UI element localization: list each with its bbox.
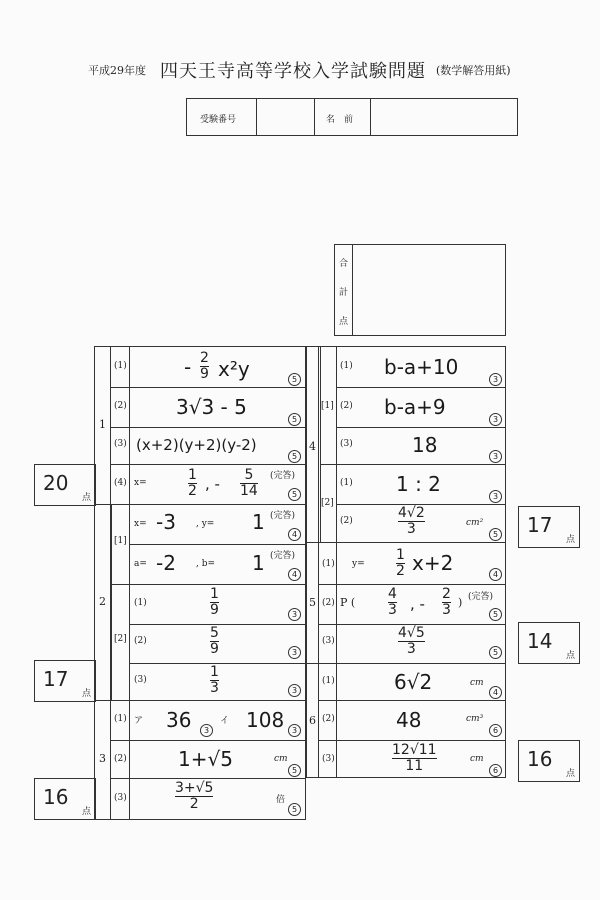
q3-2-answer: 1+√5 [178, 747, 233, 771]
q2-label: 2 [99, 595, 106, 608]
q5-1-frac: 1 2 [396, 547, 405, 579]
q1-score-box: 20 点 [34, 464, 96, 506]
q5-label: 5 [309, 596, 316, 609]
q1-3-answer: (x+2)(y+2)(y-2) [136, 436, 257, 454]
q3-score-box: 16 点 [34, 778, 96, 820]
exam-number-label: 受験番号 [200, 115, 237, 125]
total-box [334, 244, 506, 336]
exam-year: 平成29年度 [88, 64, 146, 77]
q6-1-answer: 6√2 [394, 670, 433, 694]
q1-4-frac-b: 5 14 [240, 467, 258, 499]
q4-1-2-answer: b-a+9 [384, 395, 446, 419]
q5-score-box: 14 点 [518, 622, 580, 664]
q2-2-3-frac: 1 3 [210, 664, 219, 696]
q2-score-box: 17 点 [34, 660, 96, 702]
q4-1-3-answer: 18 [412, 433, 438, 457]
q3-3-frac: 3+√5 2 [175, 780, 214, 812]
q1-label: 1 [99, 418, 106, 431]
name-label: 名 前 [326, 115, 354, 125]
page-title: 四天王寺高等学校入学試験問題 [160, 61, 426, 82]
q6-score-box: 16 点 [518, 740, 580, 782]
q4-2-2-frac: 4√2 3 [398, 505, 425, 537]
q6-2-answer: 48 [396, 708, 422, 732]
q5-3-frac: 4√5 3 [398, 625, 425, 657]
q4-label: 4 [309, 440, 316, 453]
q5-2-frac-b: 2 3 [442, 586, 451, 618]
page-subtitle: (数学解答用紙) [436, 64, 511, 77]
q1-4-frac-a: 1 2 [188, 467, 197, 499]
q2-2-2-frac: 5 9 [210, 625, 219, 657]
q2-2-1-frac: 1 9 [210, 586, 219, 618]
q1-2-answer: 3√3 - 5 [176, 395, 247, 419]
q4-2-1-answer: 1 : 2 [396, 472, 441, 496]
q1-1-fraction: 2 9 [200, 350, 209, 382]
q4-1-1-answer: b-a+10 [384, 355, 459, 379]
q3-label: 3 [99, 752, 106, 765]
q6-label: 6 [309, 714, 316, 727]
q4-score-box: 17 点 [518, 506, 580, 548]
q6-3-frac: 12√11 11 [392, 742, 437, 774]
q5-2-frac-a: 4 3 [388, 586, 397, 618]
